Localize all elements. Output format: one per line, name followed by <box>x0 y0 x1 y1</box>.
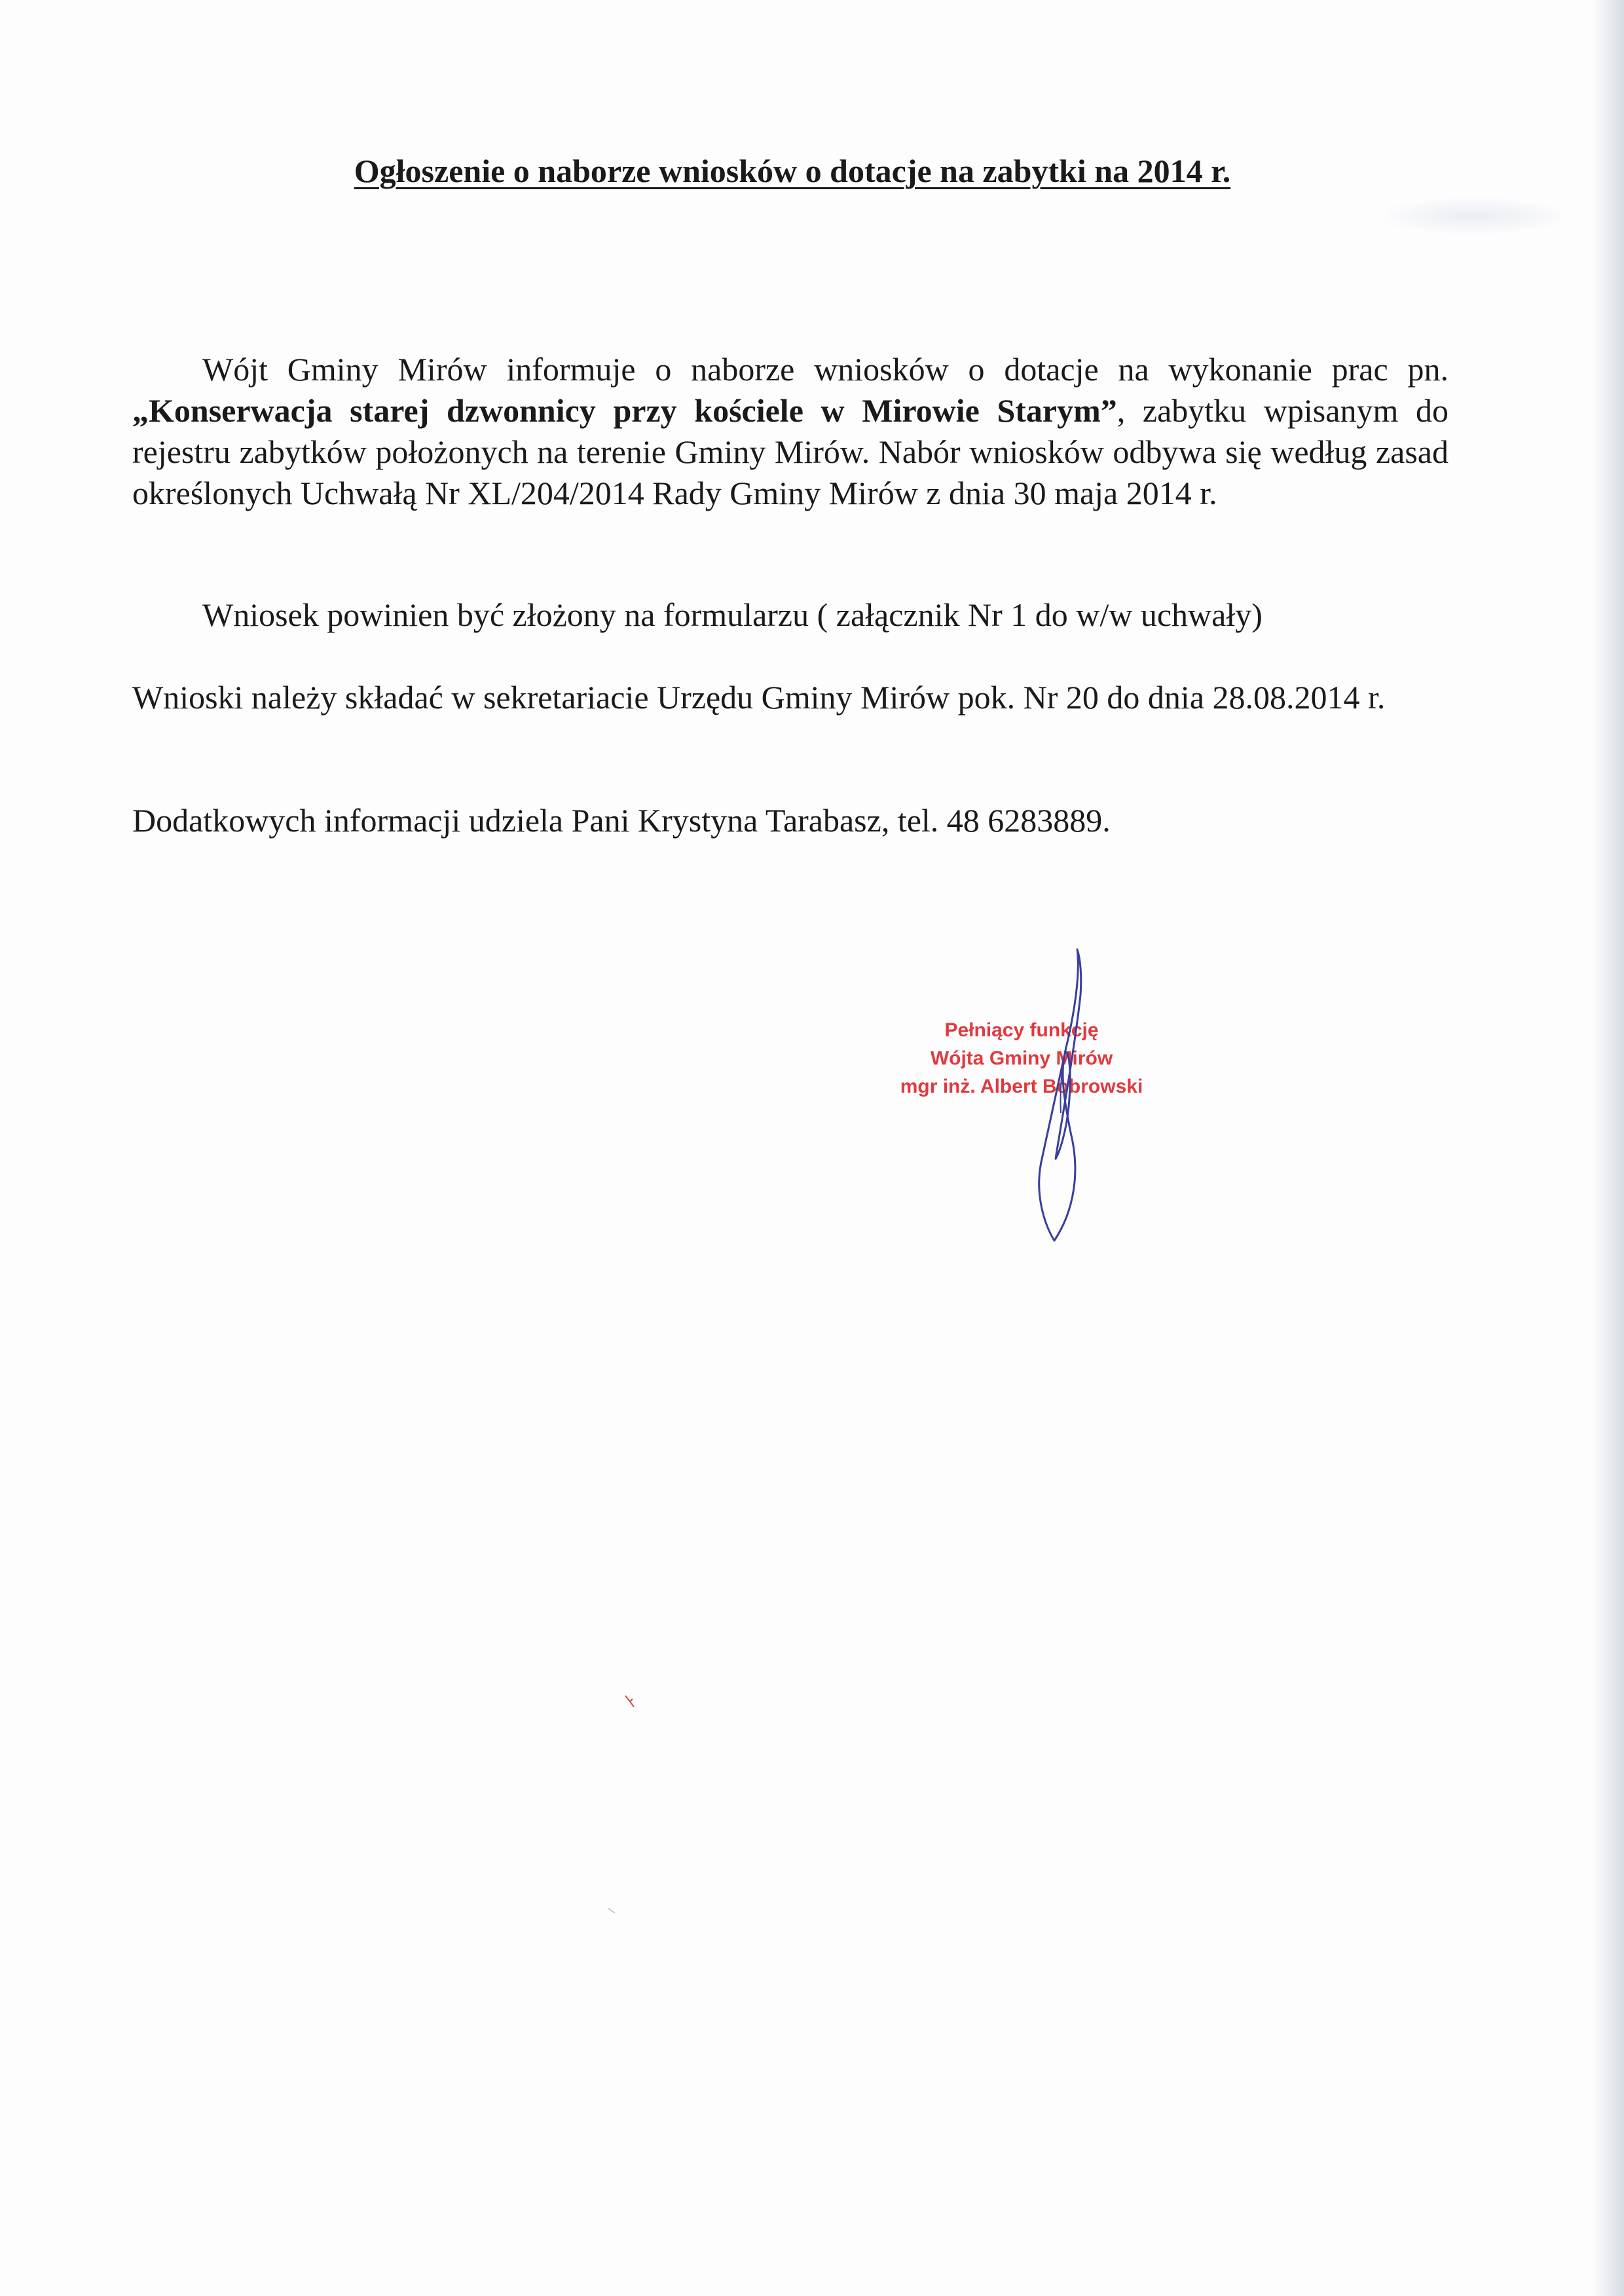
scan-smudge <box>1375 196 1572 236</box>
paragraph-form-info: Wniosek powinien być złożony na formularzu ( załącznik Nr 1 do w/w uchwały) <box>202 596 1263 633</box>
handwritten-signature <box>982 936 1126 1250</box>
scan-edge-shadow <box>1591 0 1624 2296</box>
document-title: Ogłoszenie o naborze wniosków o dotacje na zabytki na 2014 r. <box>354 153 1231 189</box>
grey-dust-speck <box>606 1905 625 1918</box>
paragraph-rest: , zabytku wpisanym do rejestru zabytków położonych na terenie Gminy Mirów. Nabór wniosków odbywa się według zasad określonych Uchwałą Nr XL/204/2014 Rady Gminy Mirów z dnia 30 maja 2014 r. <box>132 392 1449 511</box>
red-ink-speck <box>622 1692 642 1712</box>
paragraph-announcement <box>132 349 1449 514</box>
project-name: „Konserwacja starej dzwonnicy przy kościele w Mirowie Starym” <box>132 392 1117 429</box>
paragraph-contact: Dodatkowych informacji udziela Pani Krystyna Tarabasz, tel. 48 6283889. <box>132 802 1111 839</box>
stamp-line-2: Wójta Gminy Mirów <box>930 1048 1113 1069</box>
paragraph-submission: Wnioski należy składać w sekretariacie Urzędu Gminy Mirów pok. Nr 20 do dnia 28.08.2014 r. <box>132 679 1386 716</box>
paragraph-intro: Wójt Gminy Mirów informuje o naborze wniosków o dotacje na wykonanie prac pn. <box>202 351 1449 388</box>
stamp-line-3: mgr inż. Albert Bobrowski <box>900 1076 1143 1097</box>
stamp-line-1: Pełniący funkcję <box>944 1019 1099 1041</box>
